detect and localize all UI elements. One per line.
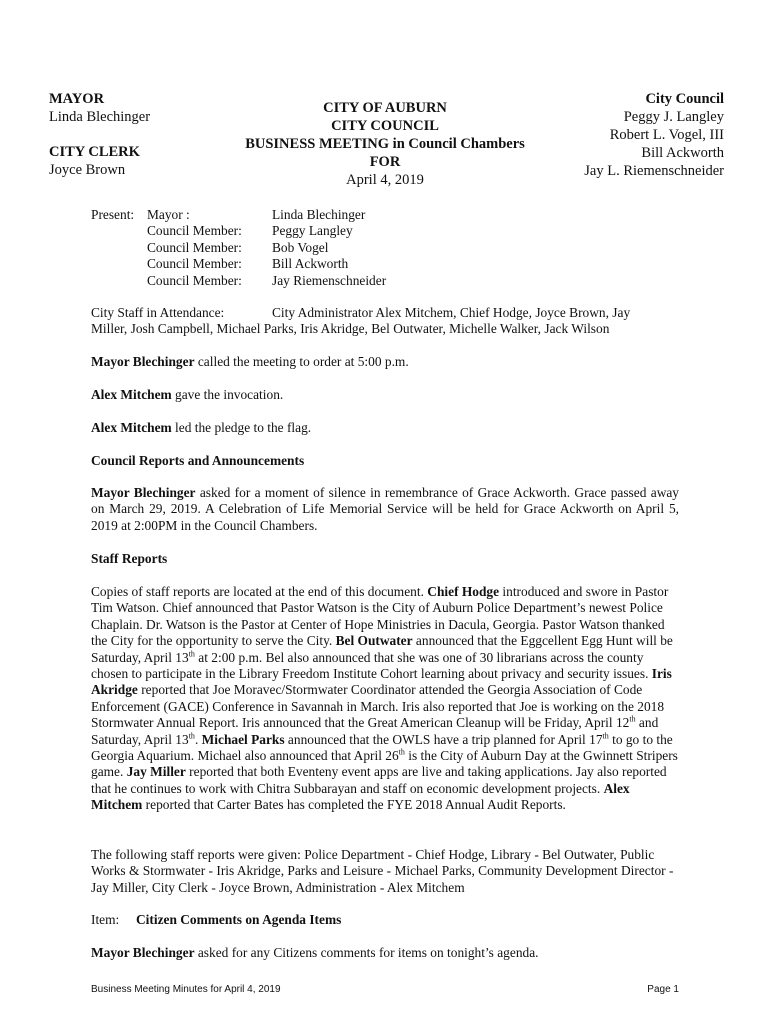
speaker-name: Alex Mitchem <box>91 387 172 402</box>
council-reports-paragraph <box>91 485 679 534</box>
staff-reports-text: reported that both Eventeny event apps are live and taking applications. Jay also reported that he continues to work with Chitra Subbarayan and staff on economic development projects. <box>91 764 667 796</box>
council-reports-text: asked for a moment of silence in remembrance of Grace Ackworth. Grace passed away on March 29, 2019. A Celebration of Life Memorial Service will be held for Grace Ackworth on April 5, 2019 at 2:00PM in the Council Chambers. <box>91 485 680 533</box>
speaker-name: Mayor Blechinger <box>91 354 195 369</box>
staff-reports-text: announced that the Eggcellent Egg Hunt will be Saturday, April 13 <box>91 633 673 665</box>
attendance-row <box>91 273 679 289</box>
council-member: Jay L. Riemenschneider <box>584 163 724 179</box>
ordinal-suffix: th <box>188 731 195 741</box>
item-paragraph <box>91 945 679 961</box>
footer-title: Business Meeting Minutes for April 4, 2019 <box>91 984 281 995</box>
mayor-label: MAYOR <box>49 91 105 107</box>
item-title: Citizen Comments on Agenda Items <box>136 912 342 927</box>
ordinal-suffix: th <box>602 731 609 741</box>
pledge-text: led the pledge to the flag. <box>171 420 312 435</box>
call-to-order <box>91 354 679 370</box>
attendee-name: Bob Vogel <box>272 239 329 255</box>
speaker-name: Chief Hodge <box>427 584 500 599</box>
title-for: FOR <box>369 154 401 170</box>
attendance-present <box>91 207 679 289</box>
document-title-block <box>200 99 570 189</box>
ordinal-suffix: th <box>398 747 405 757</box>
speaker-name: Jay Miller <box>126 764 186 780</box>
item-label: Item: <box>91 912 120 927</box>
title-council: CITY COUNCIL <box>331 118 439 134</box>
staff-reports-text: at 2:00 p.m. Bel also announced that she was one of 30 librarians across the county chosen to participate in the Library Freedom Institute Cohort learning about privacy and security issues. <box>91 649 652 682</box>
city-clerk-label: CITY CLERK <box>49 144 140 160</box>
attendee-name: Bill Ackworth <box>272 256 349 272</box>
staff-reports-heading: Staff Reports <box>91 551 168 566</box>
staff-reports-text: reported that Joe Moravec/Stormwater Coordinator attended the Georgia Association of Code Enforcement (GACE) Conference in Savannah in March. Iris also reported that Joe is working on the 2018 Stormwater Annual Report. Iris announced that the Great American Cleanup will be Friday, April 12 <box>91 682 665 731</box>
speaker-name: Alex Mitchem <box>91 420 172 435</box>
staff-reports-text: announced that the OWLS have a trip planned for April 17 <box>284 731 603 747</box>
present-label: Present: <box>91 207 135 222</box>
attendance-row <box>91 207 679 223</box>
staff-reports-text: reported that Carter Bates has completed the FYE 2018 Annual Audit Reports. <box>142 797 566 813</box>
staff-reports-summary: The following staff reports were given: Police Department - Chief Hodge, Library - Bel Outwater, Public Works & Stormwater - Iris Akridge, Parks and Leisure - Michael Parks, Community Development Director - Jay Miller, City Clerk - Joyce Brown, Administration - Alex Mitchem <box>91 847 674 895</box>
attendance-row <box>91 240 679 256</box>
staff-attendance <box>91 305 679 338</box>
attendee-role: Council Member: <box>147 239 242 255</box>
attendee-role: Council Member: <box>147 256 242 272</box>
speaker-name: Bel Outwater <box>335 633 413 649</box>
council-member: Bill Ackworth <box>641 145 724 161</box>
speaker-name: Alex Mitchem <box>91 780 630 813</box>
mayor-name: Linda Blechinger <box>49 109 151 125</box>
title-city: CITY OF AUBURN <box>323 100 447 116</box>
agenda-item <box>91 912 679 928</box>
staff-attendance-names-cont: Miller, Josh Campbell, Michael Parks, Iris Akridge, Bel Outwater, Michelle Walker, Jack Wilson <box>91 321 610 337</box>
pledge <box>91 420 679 436</box>
council-member: Robert L. Vogel, III <box>609 127 724 143</box>
staff-reports-text: introduced and swore in Pastor Tim Watson. Chief announced that Pastor Watson is the City of Auburn Police Department’s newest Police Chaplain. Dr. Watson is the Pastor at Center of Hope Ministries in Dacula, Georgia. Pastor Watson thanked the City for the opportunity to serve the City. <box>91 584 669 649</box>
staff-attendance-label: City Staff in Attendance: <box>91 305 225 320</box>
staff-reports-text: . <box>194 731 202 747</box>
city-clerk-name: Joyce Brown <box>49 162 126 178</box>
header-council-right <box>584 90 724 180</box>
attendee-role: Council Member: <box>147 223 242 239</box>
attendee-role: Mayor : <box>147 207 190 222</box>
ordinal-suffix: th <box>629 714 636 724</box>
page-number: Page 1 <box>647 984 679 995</box>
staff-reports-text: and Saturday, April 13 <box>91 715 659 747</box>
item-text: asked for any Citizens comments for items on tonight’s agenda. <box>194 945 539 960</box>
invocation-text: gave the invocation. <box>171 387 284 402</box>
speaker-name: Iris Akridge <box>91 666 672 698</box>
council-member: Peggy J. Langley <box>623 109 724 125</box>
attendance-row <box>91 223 679 239</box>
attendance-row <box>91 256 679 272</box>
attendee-name: Peggy Langley <box>272 223 353 239</box>
speaker-name: Michael Parks <box>201 731 285 747</box>
invocation <box>91 387 679 403</box>
staff-reports-text: Copies of staff reports are located at the end of this document. <box>91 584 428 599</box>
header-officials-left <box>49 90 150 179</box>
speaker-name: Mayor Blechinger <box>91 945 195 960</box>
attendee-name: Linda Blechinger <box>272 207 366 222</box>
staff-reports-paragraph <box>91 584 679 814</box>
attendee-role: Council Member: <box>147 272 242 288</box>
city-council-label: City Council <box>645 91 724 107</box>
title-meeting: BUSINESS MEETING in Council Chambers <box>245 136 525 152</box>
call-to-order-text: called the meeting to order at 5:00 p.m. <box>194 354 409 369</box>
council-reports-heading: Council Reports and Announcements <box>91 453 305 468</box>
staff-attendance-line <box>91 305 679 321</box>
staff-reports-text: to go to the Georgia Aquarium. Michael also announced that April 26 <box>91 731 673 764</box>
speaker-name: Mayor Blechinger <box>91 485 196 500</box>
attendee-name: Jay Riemenschneider <box>272 272 387 288</box>
ordinal-suffix: th <box>188 649 195 659</box>
meeting-date: April 4, 2019 <box>346 172 424 188</box>
staff-attendance-names: City Administrator Alex Mitchem, Chief Hodge, Joyce Brown, Jay <box>272 305 631 320</box>
staff-reports-text: is the City of Auburn Day at the Gwinnett Stripers game. <box>91 748 678 780</box>
